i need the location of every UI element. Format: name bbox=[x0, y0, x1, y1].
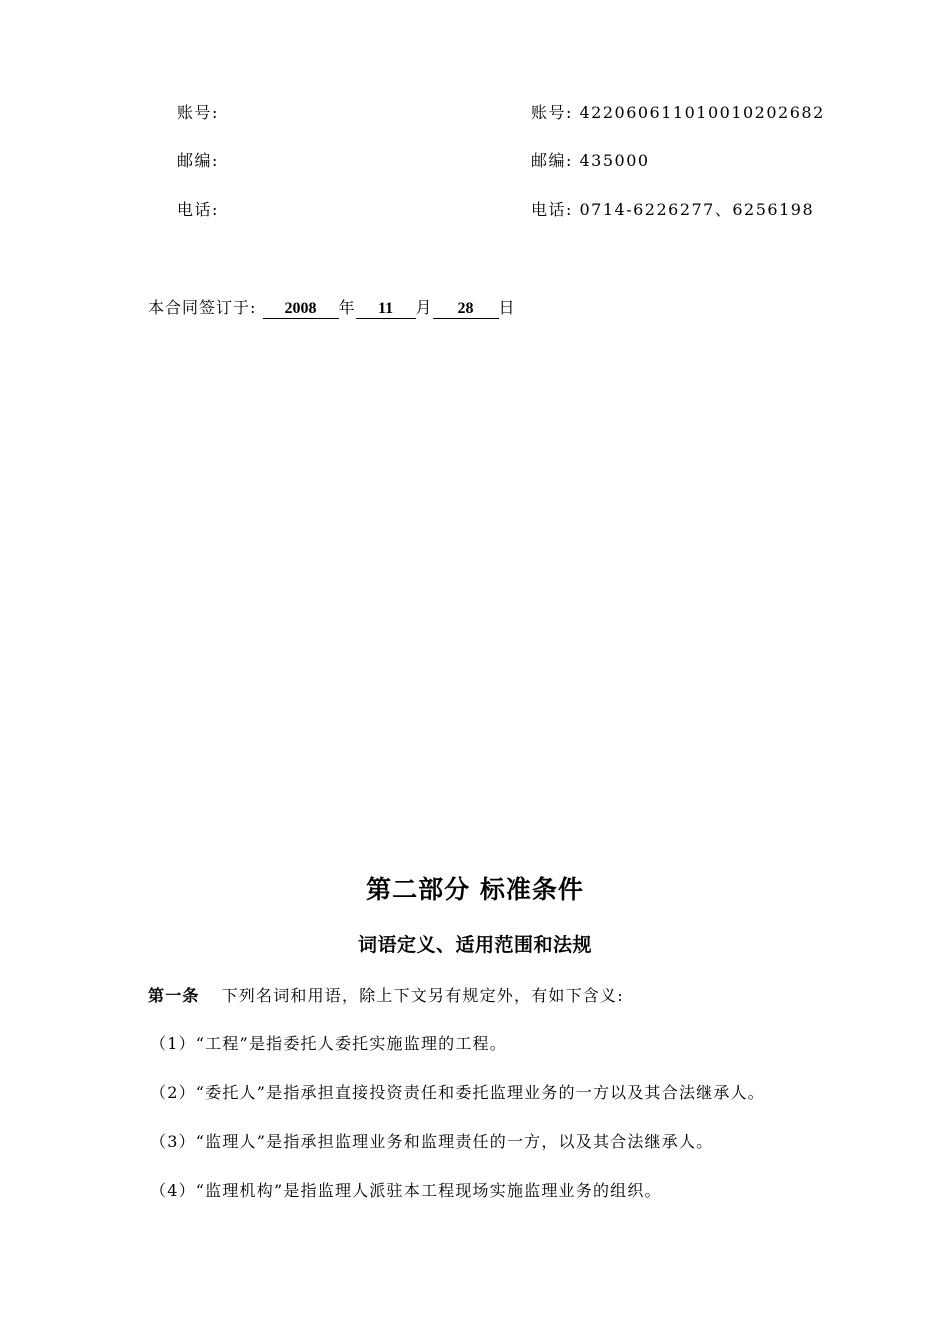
signing-date-line bbox=[148, 298, 516, 319]
left-phone-label: 电话: bbox=[177, 200, 219, 219]
definition-item-1: （1）“工程”是指委托人委托实施监理的工程。 bbox=[150, 1034, 507, 1053]
signing-year-unit: 年 bbox=[338, 298, 356, 317]
left-postcode-label: 邮编: bbox=[177, 151, 219, 170]
right-account: 账号: 42206061101001020268​2 bbox=[531, 103, 825, 122]
signing-day: 28 bbox=[433, 300, 499, 319]
right-phone: 电话: 0714-6226277、6256198 bbox=[531, 200, 815, 219]
definition-item-3: （3）“监理人”是指承担监理业务和监理责任的一方，以及其合法继承人。 bbox=[150, 1132, 714, 1151]
part-two-subtitle: 词语定义、适用范围和法规 bbox=[357, 934, 592, 956]
left-account-label: 账号: bbox=[177, 103, 219, 122]
definition-item-4: （4）“监理机构”是指监理人派驻本工程现场实施监理业务的组织。 bbox=[150, 1181, 662, 1200]
signing-year: 2008 bbox=[263, 300, 339, 319]
article-one bbox=[148, 986, 624, 1006]
signing-day-unit: 日 bbox=[498, 298, 516, 317]
article-one-text: 下列名词和用语，除上下文另有规定外，有如下含义: bbox=[221, 986, 624, 1005]
signing-prefix: 本合同签订于: bbox=[148, 298, 257, 317]
definition-item-2: （2）“委托人”是指承担直接投资责任和委托监理业务的一方以及其合法继承人。 bbox=[150, 1083, 765, 1102]
signing-month: 11 bbox=[356, 300, 416, 319]
article-one-label: 第一条 bbox=[148, 986, 200, 1005]
right-postcode: 邮编: 435000 bbox=[531, 151, 650, 170]
signing-month-unit: 月 bbox=[415, 298, 433, 317]
part-two-title: 第二部分 标准条件 bbox=[366, 875, 584, 904]
